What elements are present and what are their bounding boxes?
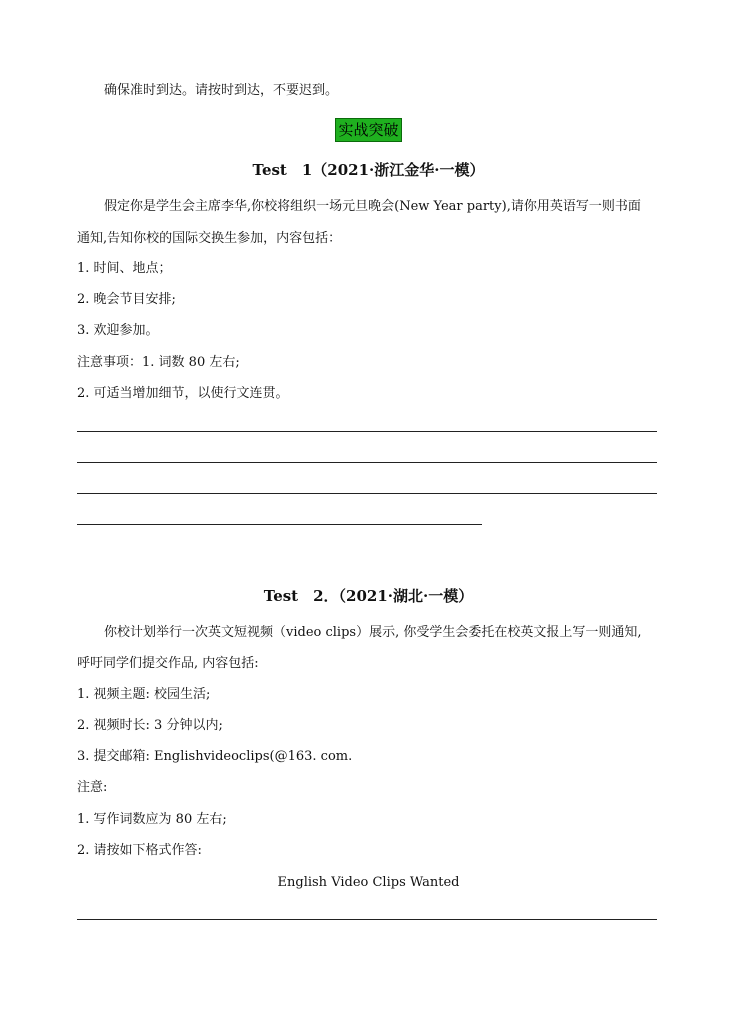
test2-item-1: 1. 视频主题: 校园生活; (77, 687, 211, 702)
format-title: English Video Clips Wanted (277, 875, 460, 890)
test1-note-2: 2. 可适当增加细节，以使行文连贯。 (77, 386, 289, 401)
test2-heading: Test 2．（2021·湖北·一模） (263, 587, 474, 605)
test1-note-1: 注意事项：1. 词数 80 左右; (77, 355, 240, 370)
test2-notes-title: 注意: (77, 780, 108, 795)
answer-line (77, 919, 657, 920)
test2-item-3: 3. 提交邮箱: Englishvideoclips(@163. com. (77, 749, 353, 764)
test1-paragraph-line1: 假定你是学生会主席李华,你校将组织一场元旦晚会(New Year party),请你用英语写一则书面 (104, 199, 641, 214)
test1-item-2: 2. 晚会节目安排; (77, 292, 176, 307)
intro-text-line: 确保准时到达。请按时到达，不要迟到。 (104, 83, 339, 98)
section-badge: 实战突破 (335, 118, 401, 142)
test1-item-3: 3. 欢迎参加。 (77, 323, 159, 338)
test2-paragraph-line2: 呼吁同学们提交作品, 内容包括: (77, 656, 259, 671)
answer-line (77, 524, 482, 525)
test2-note-1: 1. 写作词数应为 80 左右; (77, 812, 227, 827)
answer-line (77, 431, 657, 432)
test2-paragraph-line1: 你校计划举行一次英文短视频（video clips）展示, 你受学生会委托在校英文报上写一则通知, (104, 625, 642, 640)
test2-note-2: 2. 请按如下格式作答: (77, 843, 202, 858)
test2-item-2: 2. 视频时长: 3 分钟以内; (77, 718, 223, 733)
answer-line (77, 462, 657, 463)
test1-item-1: 1. 时间、地点； (77, 261, 172, 276)
test1-heading: Test 1（2021·浙江金华·一模） (252, 161, 485, 179)
test1-paragraph-line2: 通知,告知你校的国际交换生参加，内容包括： (77, 231, 342, 246)
section-badge-wrap (0, 118, 737, 142)
answer-line (77, 493, 657, 494)
